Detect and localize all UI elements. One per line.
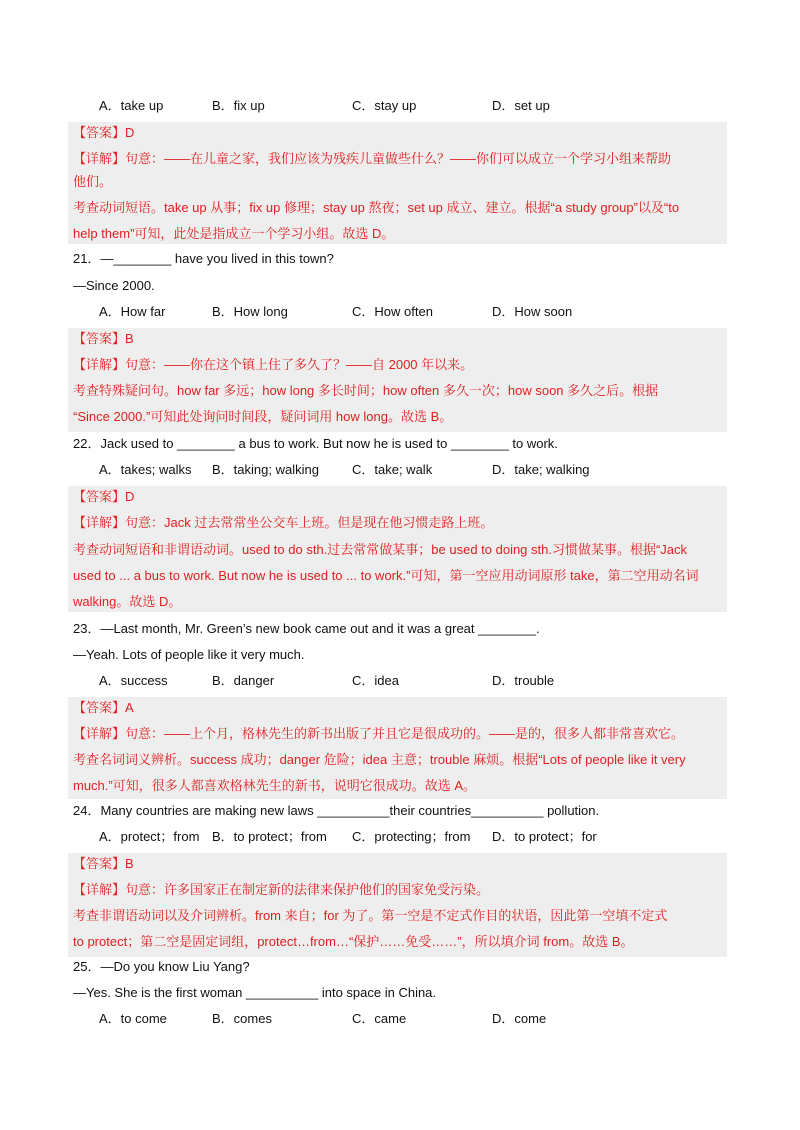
- q24-option-b[interactable]: B．to protect；from: [212, 829, 327, 844]
- q21-stem-2: —Since 2000.: [73, 278, 155, 293]
- q25-option-d[interactable]: D．come: [492, 1011, 547, 1026]
- q25-option-b[interactable]: B．comes: [212, 1011, 272, 1026]
- q21-option-d[interactable]: D．How soon: [492, 304, 573, 319]
- q21-option-b[interactable]: B．How long: [212, 304, 288, 319]
- q21-answer-box: [68, 328, 727, 432]
- q25-option-c[interactable]: C．came: [352, 1011, 407, 1026]
- q20-explain-4: help them”可知，此处是指成立一个学习小组。故选 D。: [73, 226, 395, 241]
- q21-explain-2: 考查特殊疑问句。how far 多远；how long 多长时间；how often 多久一次；how soon 多久之后。根据: [73, 383, 659, 398]
- q22-explain-2: 考查动词短语和非谓语动词。used to do sth.过去常常做某事；be used to doing sth.习惯做某事。根据“Jack: [73, 542, 688, 557]
- q24-answer: 【答案】B: [73, 856, 134, 871]
- q23-option-d[interactable]: D．trouble: [492, 673, 555, 688]
- q22-explain-4: walking。故选 D。: [73, 594, 182, 609]
- q25-stem-1: 25．—Do you know Liu Yang?: [73, 959, 250, 974]
- q24-explain-3: to protect；第二空是固定词组，protect…from…“保护……免受……”，所以填介词 from。故选 B。: [73, 934, 634, 949]
- q21-stem-1: 21．—________ have you lived in this town?: [73, 251, 334, 266]
- q23-option-b[interactable]: B．danger: [212, 673, 275, 688]
- q23-answer-box: [68, 697, 727, 799]
- q21-option-c[interactable]: C．How often: [352, 304, 433, 319]
- q20-option-d[interactable]: D．set up: [492, 98, 550, 113]
- q24-stem-1: 24．Many countries are making new laws __________their countries__________ pollution.: [73, 803, 600, 818]
- q24-answer-box: [68, 853, 727, 957]
- q20-answer: 【答案】D: [73, 125, 135, 140]
- q20-answer-box: [68, 122, 727, 244]
- q24-explain-2: 考查非谓语动词以及介词辨析。from 来自；for 为了。第一空是不定式作目的状语，因此第一空填不定式: [73, 908, 668, 923]
- q20-option-c[interactable]: C．stay up: [352, 98, 417, 113]
- q22-option-b[interactable]: B．taking; walking: [212, 462, 319, 477]
- q25-stem-2: —Yes. She is the first woman __________ into space in China.: [73, 985, 437, 1000]
- q22-answer-box: [68, 486, 727, 612]
- q23-option-c[interactable]: C．idea: [352, 673, 399, 688]
- q23-explain-2: 考查名词词义辨析。success 成功；danger 危险；idea 主意；trouble 麻烦。根据“Lots of people like it very: [73, 752, 686, 767]
- q25-option-a[interactable]: A．to come: [99, 1011, 167, 1026]
- q22-explain-1: 【详解】句意：Jack 过去常常坐公交车上班。但是现在他习惯走路上班。: [73, 515, 494, 530]
- q20-option-b[interactable]: B．fix up: [212, 98, 265, 113]
- q21-option-a[interactable]: A．How far: [99, 304, 166, 319]
- q23-explain-1: 【详解】句意：——上个月，格林先生的新书出版了并且它是很成功的。——是的，很多人都非常喜欢它。: [73, 726, 685, 741]
- q22-stem-1: 22．Jack used to ________ a bus to work. But now he is used to ________ to work.: [73, 436, 558, 451]
- q22-answer: 【答案】D: [73, 489, 135, 504]
- q22-option-c[interactable]: C．take; walk: [352, 462, 433, 477]
- q21-explain-3: “Since 2000.”可知此处询问时间段，疑问词用 how long。故选 B。: [73, 409, 453, 424]
- q21-explain-1: 【详解】句意：——你在这个镇上住了多久了？——自 2000 年以来。: [73, 357, 474, 372]
- q20-explain-1: 【详解】句意：——在儿童之家，我们应该为残疾儿童做些什么？——你们可以成立一个学习小组来帮助: [73, 151, 672, 166]
- q23-option-a[interactable]: A．success: [99, 673, 168, 688]
- q20-explain-3: 考查动词短语。take up 从事；fix up 修理；stay up 熬夜；set up 成立、建立。根据“a study group”以及“to: [73, 200, 680, 215]
- q23-explain-3: much.”可知，很多人都喜欢格林先生的新书，说明它很成功。故选 A。: [73, 778, 477, 793]
- q23-answer: 【答案】A: [73, 700, 134, 715]
- q24-option-d[interactable]: D．to protect；for: [492, 829, 597, 844]
- q23-stem-1: 23．—Last month, Mr. Green’s new book came out and it was a great ________.: [73, 621, 540, 636]
- q22-option-a[interactable]: A．takes; walks: [99, 462, 192, 477]
- q24-option-c[interactable]: C．protecting；from: [352, 829, 471, 844]
- q23-stem-2: —Yeah. Lots of people like it very much.: [73, 647, 305, 662]
- q24-explain-1: 【详解】句意：许多国家正在制定新的法律来保护他们的国家免受污染。: [73, 882, 490, 897]
- q20-option-a[interactable]: A．take up: [99, 98, 164, 113]
- q20-explain-2: 他们。: [73, 174, 113, 189]
- q21-answer: 【答案】B: [73, 331, 134, 346]
- q24-option-a[interactable]: A．protect；from: [99, 829, 200, 844]
- q22-explain-3: used to ... a bus to work. But now he is used to ... to work.”可知，第一空应用动词原形 take，第二空用动名词: [73, 568, 699, 583]
- q22-option-d[interactable]: D．take; walking: [492, 462, 590, 477]
